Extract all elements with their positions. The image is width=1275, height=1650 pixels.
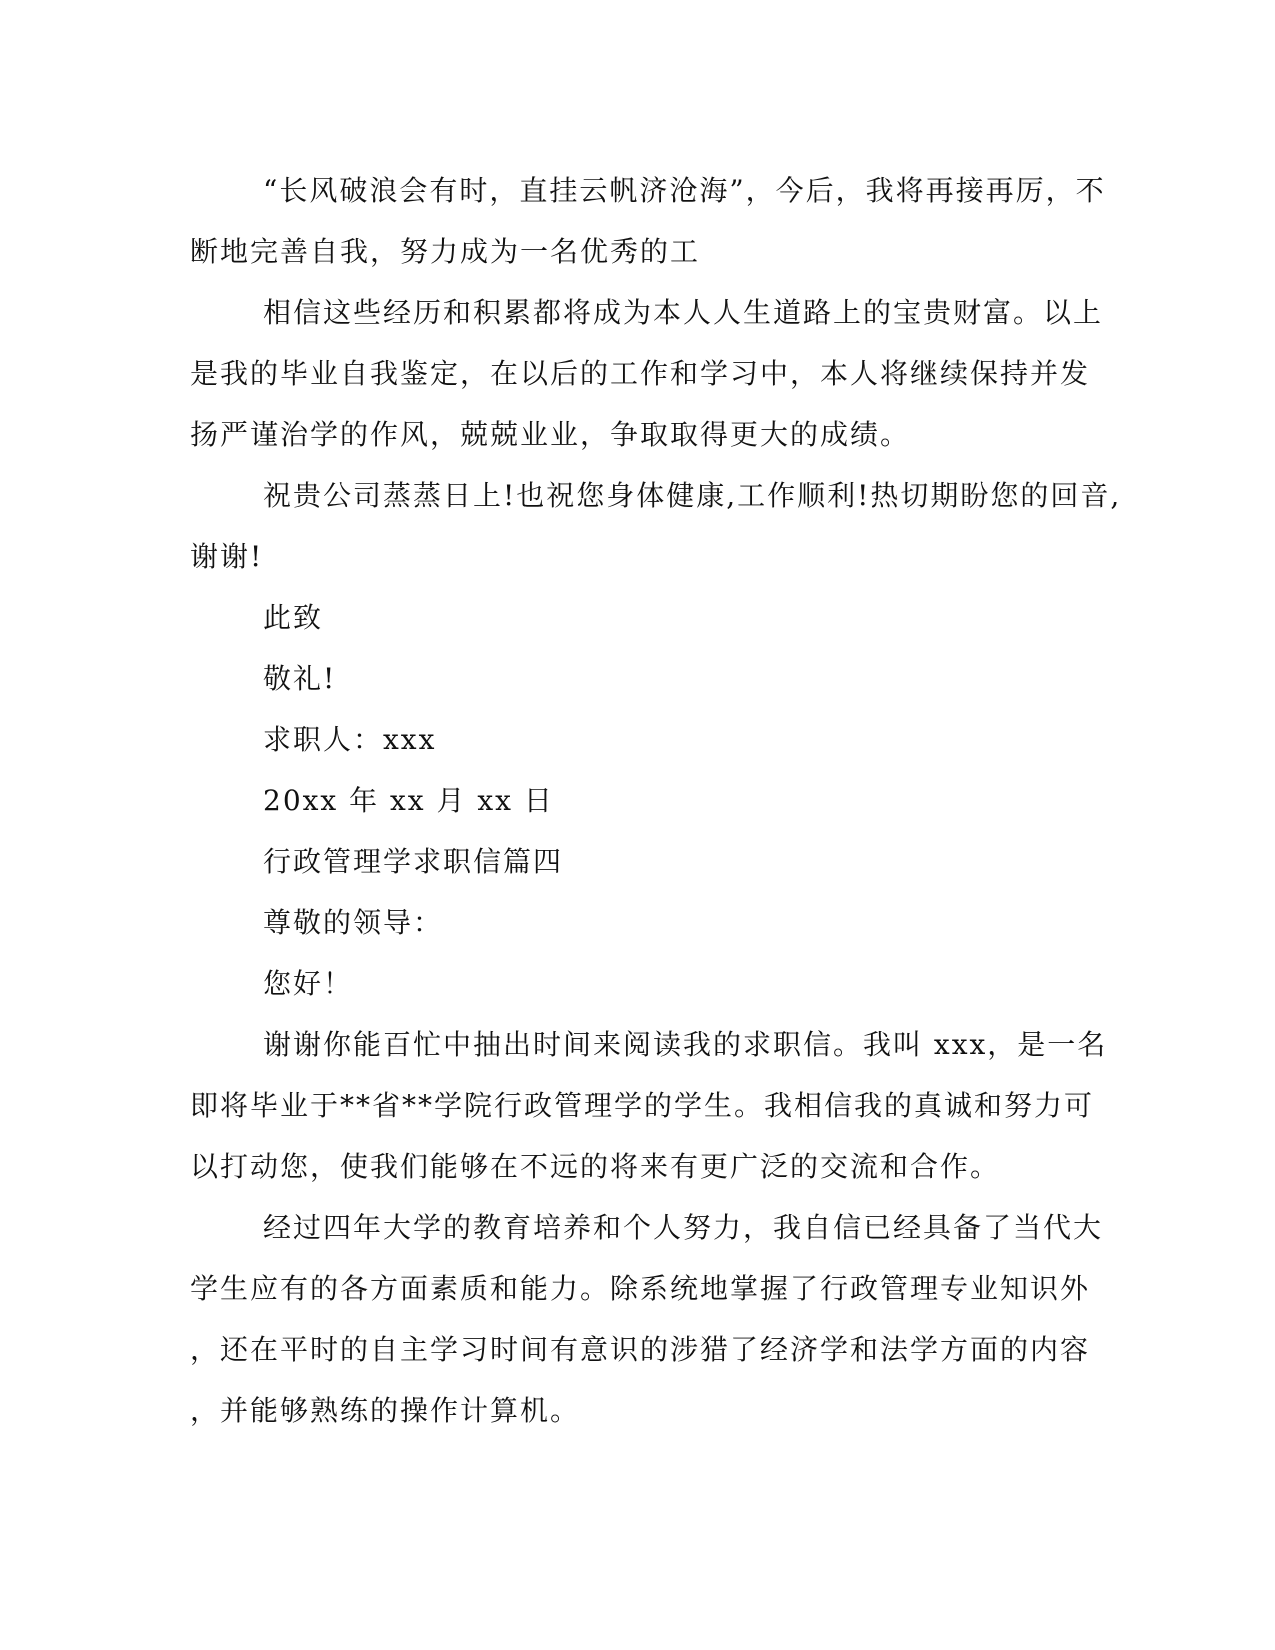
text-line: ，还在平时的自主学习时间有意识的涉猎了经济学和法学方面的内容 <box>190 1333 1091 1366</box>
text-line: 相信这些经历和积累都将成为本人人生道路上的宝贵财富。以上 <box>263 296 1104 329</box>
text-line: “长风破浪会有时，直挂云帆济沧海”，今后，我将再接再厉，不 <box>263 174 1106 207</box>
greeting-respected-leader <box>190 892 1075 953</box>
salutation-cizhi <box>190 587 1075 648</box>
text-line: ，并能够熟练的操作计算机。 <box>190 1394 581 1427</box>
text-line: 断地完善自我，努力成为一名优秀的工 <box>190 235 701 268</box>
paragraph-wishes <box>190 465 1122 587</box>
text-line: 您好！ <box>263 967 354 1000</box>
text-line: 谢谢你能百忙中抽出时间来阅读我的求职信。我叫 xxx，是一名 <box>263 1028 1108 1061</box>
text-line: 祝贵公司蒸蒸日上!也祝您身体健康,工作顺利!热切期盼您的回音, <box>263 479 1122 512</box>
text-line: 行政管理学求职信篇四 <box>263 845 564 878</box>
text-line: 尊敬的领导： <box>263 906 444 939</box>
greeting-hello <box>190 953 1075 1014</box>
salutation-jingli <box>190 648 1075 709</box>
text-line: 20xx 年 xx 月 xx 日 <box>263 784 554 817</box>
text-line: 学生应有的各方面素质和能力。除系统地掌握了行政管理专业知识外 <box>190 1272 1091 1305</box>
text-line: 谢谢! <box>190 540 264 573</box>
letter-date <box>190 770 1075 831</box>
paragraph-closing-quote <box>190 160 1106 282</box>
section-title <box>190 831 1075 892</box>
text-line: 经过四年大学的教育培养和个人努力，我自信已经具备了当代大 <box>263 1211 1104 1244</box>
text-line: 敬礼! <box>263 662 337 695</box>
text-line: 扬严谨治学的作风，兢兢业业，争取取得更大的成绩。 <box>190 418 911 451</box>
text-line: 即将毕业于**省**学院行政管理学的学生。我相信我的真诚和努力可 <box>190 1089 1095 1122</box>
paragraph-introduction <box>190 1014 1108 1197</box>
text-line: 是我的毕业自我鉴定，在以后的工作和学习中，本人将继续保持并发 <box>190 357 1091 390</box>
text-line: 求职人：xxx <box>263 723 437 756</box>
paragraph-qualifications <box>190 1197 1104 1441</box>
text-line: 此致 <box>263 601 324 634</box>
paragraph-self-assessment <box>190 282 1104 465</box>
document-body <box>190 160 1122 1441</box>
applicant-name <box>190 709 1075 770</box>
text-line: 以打动您，使我们能够在不远的将来有更广泛的交流和合作。 <box>190 1150 1001 1183</box>
